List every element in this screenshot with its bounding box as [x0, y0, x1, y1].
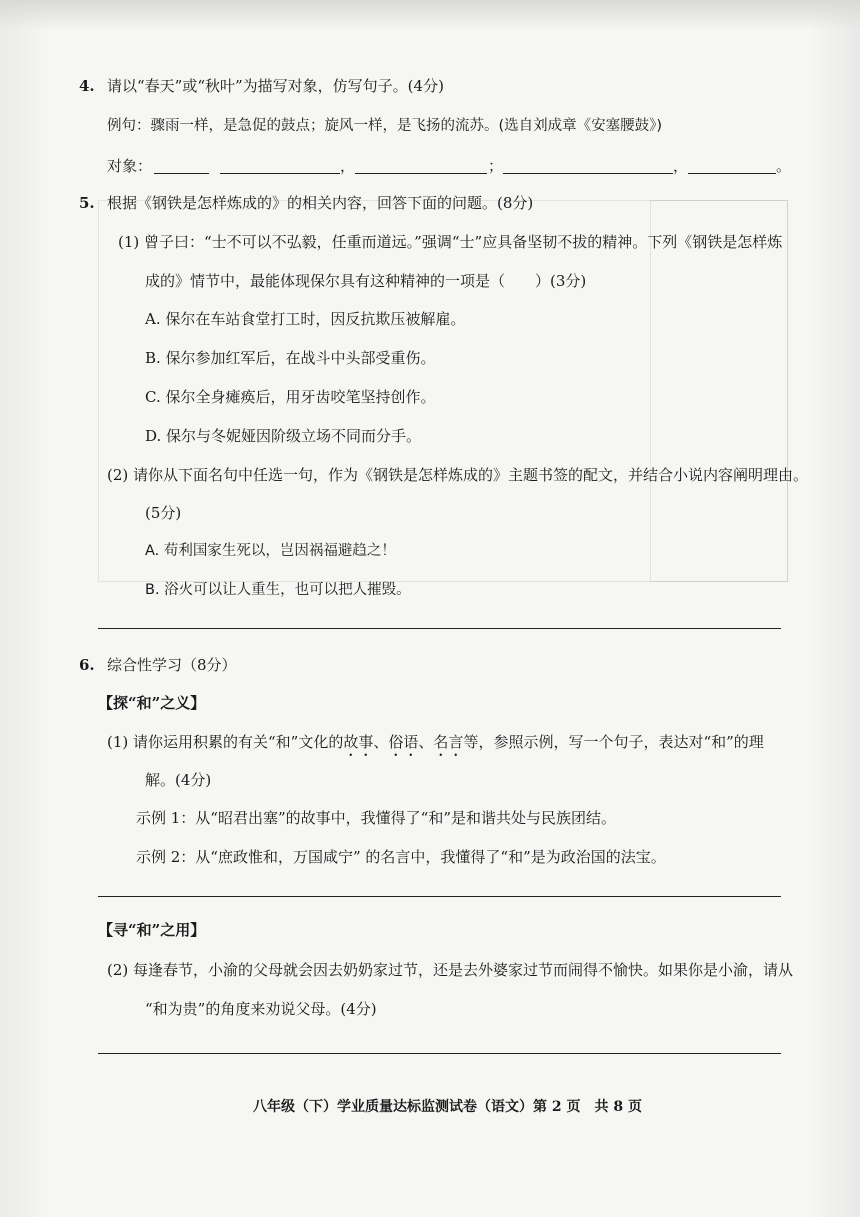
q5-option-a: A. 保尔在车站食堂打工时，因反抗欺压被解雇。 [145, 310, 466, 328]
q4-comma-1: ， [340, 157, 356, 175]
q5-number: 5. [79, 194, 95, 212]
q4-example: 例句：骤雨一样，是急促的鼓点；旋风一样，是飞扬的流苏。(选自刘成章《安塞腰鼓》) [107, 118, 663, 134]
q6-number: 6. [79, 656, 95, 674]
q6-part2-line2: “和为贵”的角度来劝说父母。(4分) [145, 1000, 377, 1018]
q4-number: 4. [79, 77, 95, 95]
q6-part2-line1: (2) 每逢春节，小渝的父母就会因去奶奶家过节，还是去外婆家过节而闹得不愉快。如果你是小渝，请从 [107, 961, 794, 979]
q5-prompt: 根据《钢铁是怎样炼成的》的相关内容，回答下面的问题。(8分) [107, 194, 534, 212]
q4-object-label: 对象： [107, 157, 153, 175]
q6-part1-dot-story: 故事 [343, 733, 374, 751]
q4-blank-2[interactable] [355, 173, 487, 174]
q5-part2-line1: (2) 请你从下面名句中任选一句，作为《钢铁是怎样炼成的》主题书签的配文，并结合小说内容阐明理由。 [107, 466, 809, 484]
q5-option-d: D. 保尔与冬妮娅因阶级立场不同而分手。 [145, 427, 422, 445]
q6-part1-dot-quote: 名言 [433, 733, 464, 751]
q4-prompt: 请以“春天”或“秋叶”为描写对象，仿写句子。(4分) [107, 77, 444, 95]
q6-part1-sep-1: 、 [373, 733, 389, 751]
q4-blank-1[interactable] [220, 173, 340, 174]
q5-part2-line2: (5分) [145, 504, 182, 522]
q5-part1-line2: 成的》情节中，最能体现保尔具有这种精神的一项是（ ）(3分) [145, 272, 587, 290]
scan-shadow [0, 0, 860, 30]
q6-part1-sep-2: 、 [418, 733, 434, 751]
q5-answer-line[interactable] [98, 628, 781, 629]
q6-part1-answer-line[interactable] [98, 896, 781, 897]
q4-semicolon: ； [488, 157, 504, 175]
q6-prompt: 综合性学习（8分） [107, 656, 237, 674]
q6-part1-dot-proverb: 俗语 [388, 733, 419, 751]
q4-comma-2: ， [673, 157, 689, 175]
q4-object-blank[interactable] [154, 173, 209, 174]
q5-part1-line1: (1) 曾子曰：“士不可以不弘毅，任重而道远。”强调“士”应具备坚韧不拔的精神。下列《钢铁是怎样炼 [118, 233, 783, 251]
q6-section2-title: 【寻“和”之用】 [98, 921, 206, 939]
q4-blank-4[interactable] [688, 173, 776, 174]
q6-part1-line1 [107, 732, 764, 760]
q4-blank-3[interactable] [503, 173, 673, 174]
q5-option-c: C. 保尔全身瘫痪后，用牙齿咬笔坚持创作。 [145, 388, 436, 406]
q6-part1-line2: 解。(4分) [145, 771, 212, 789]
bleed-through-column [650, 200, 788, 582]
q6-example-1: 示例 1：从“昭君出塞”的故事中，我懂得了“和”是和谐共处与民族团结。 [136, 809, 616, 827]
page-footer: 八年级（下）学业质量达标监测试卷（语文）第 2 页 共 8 页 [253, 1099, 642, 1115]
q5-quote-a: A. 苟利国家生死以，岂因祸福避趋之！ [145, 543, 396, 559]
q4-period: 。 [776, 157, 792, 175]
q6-section1-title: 【探“和”之义】 [98, 694, 206, 712]
q5-quote-b: B. 浴火可以让人重生，也可以把人摧毁。 [145, 582, 411, 598]
q6-part1-pre: (1) 请你运用积累的有关“和”文化的 [107, 733, 344, 751]
q6-example-2: 示例 2：从“庶政惟和，万国咸宁” 的名言中，我懂得了“和”是为政治国的法宝。 [136, 848, 666, 866]
q5-option-b: B. 保尔参加红军后，在战斗中头部受重伤。 [145, 349, 436, 367]
q6-part1-post: 等，参照示例，写一个句子，表达对“和”的理 [463, 733, 764, 751]
q6-part2-answer-line[interactable] [98, 1053, 781, 1054]
